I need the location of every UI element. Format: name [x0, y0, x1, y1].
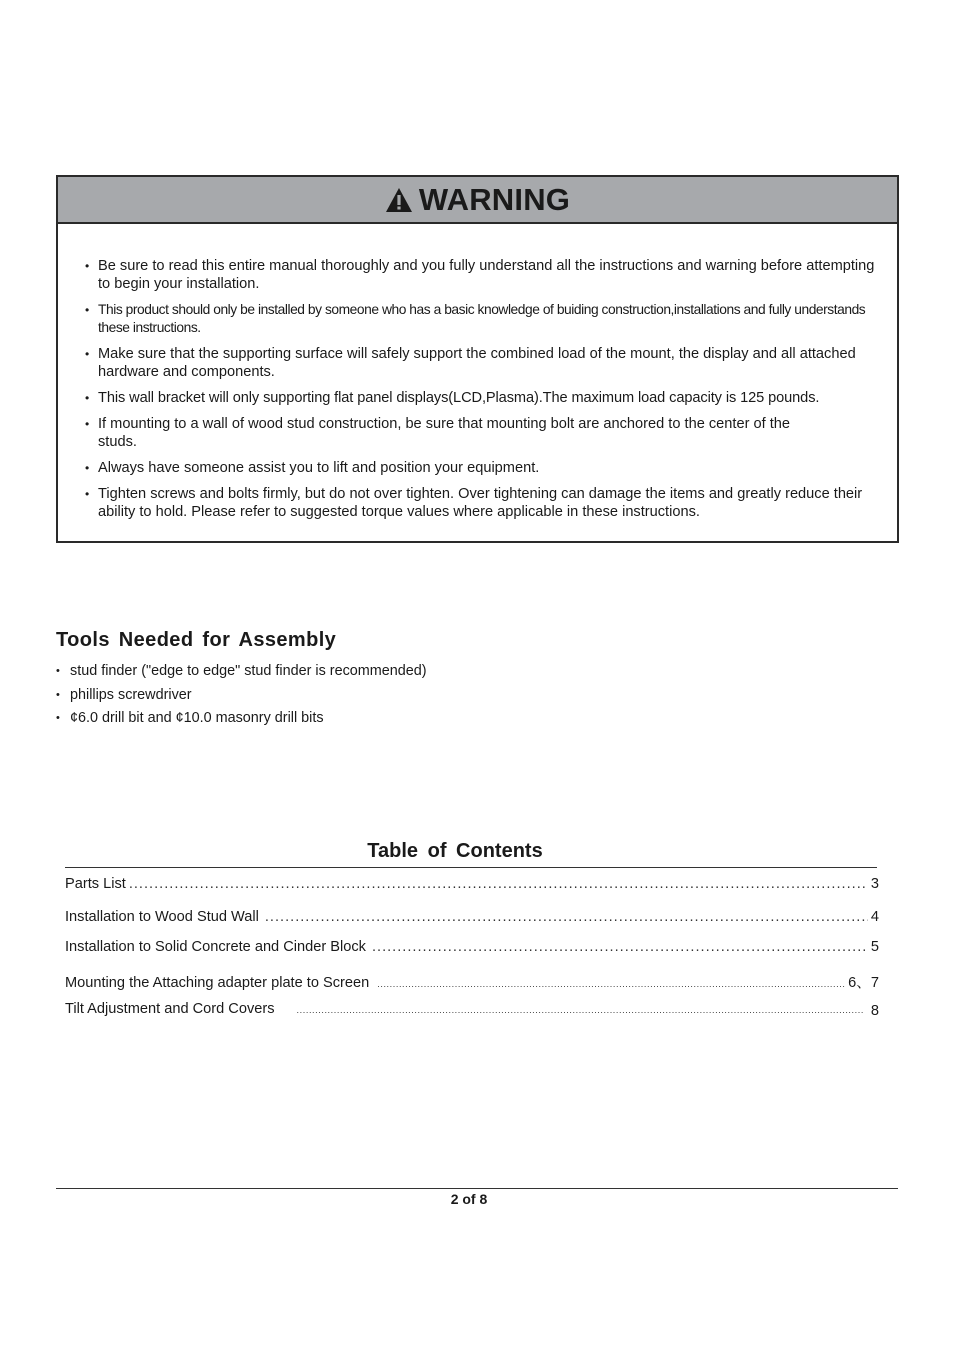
toc-leader-dots	[372, 939, 868, 955]
toc-entry-page: 8	[870, 1003, 879, 1019]
warning-item: • This wall bracket will only supporting flat panel displays(LCD,Plasma).The maximum load capacity is 125 pounds.	[58, 389, 897, 407]
toc-entry-page: 3	[870, 876, 879, 892]
toc-entry-page: 4	[870, 909, 879, 925]
warning-item	[58, 301, 897, 337]
toc-entry-tilt-adjustment[interactable]	[65, 1001, 879, 1017]
warning-item-text: This product should only be installed by someone who has a basic knowledge of buiding construction,installations and fully understands these instructions.	[98, 302, 866, 335]
toc-leader-dots	[297, 1005, 863, 1015]
tools-list	[56, 660, 427, 731]
warning-item: • Be sure to read this entire manual thoroughly and you fully understand all the instructions and warning before attempting to begin your installation.	[58, 257, 897, 293]
toc-entry-page: 6、7	[848, 975, 879, 991]
warning-item: • Make sure that the supporting surface will safely support the combined load of the mount, the display and all attached hardware and components.	[58, 345, 897, 381]
toc-entry-label: Installation to Solid Concrete and Cinder Block	[65, 939, 366, 955]
tools-item: • stud finder ("edge to edge" stud finder is recommended)	[56, 660, 427, 684]
page-number: 2 of 8	[450, 1191, 488, 1207]
toc-entry-page: 5	[870, 939, 879, 955]
toc-entry-label: Parts List	[65, 876, 126, 892]
warning-box	[56, 175, 899, 543]
toc-entry-wood-stud[interactable]	[65, 909, 879, 925]
tools-title: Tools Needed for Assembly	[56, 629, 337, 651]
tools-item: • phillips screwdriver	[56, 684, 427, 708]
toc-entry-adapter-plate[interactable]	[65, 971, 879, 992]
toc-entry-concrete[interactable]	[65, 939, 879, 955]
warning-triangle-icon	[385, 187, 413, 213]
toc-leader-dots	[265, 909, 868, 925]
toc-entry-parts-list[interactable]	[65, 876, 879, 892]
warning-title: WARNING	[418, 181, 571, 217]
warning-item: • If mounting to a wall of wood stud construction, be sure that mounting bolt are anchored to the center of the studs.	[58, 415, 897, 451]
toc-entry-label: Tilt Adjustment and Cord Covers	[65, 1001, 275, 1017]
toc-title: Table of Contents	[367, 840, 543, 862]
warning-item: • Tighten screws and bolts firmly, but do not over tighten. Over tightening can damage the items and greatly reduce their ability to hold. Please refer to suggested torque values where applicable in these instructions.	[58, 485, 897, 521]
tools-item: • ¢6.0 drill bit and ¢10.0 masonry drill bits	[56, 707, 427, 731]
warning-header	[58, 177, 897, 224]
toc-leader-dots	[129, 876, 868, 892]
warning-list	[58, 257, 897, 529]
toc-entry-label: Mounting the Attaching adapter plate to Screen	[65, 975, 370, 991]
footer-divider	[56, 1188, 898, 1189]
toc-leader-dots	[377, 979, 845, 989]
toc-divider	[65, 867, 877, 868]
toc-entry-label: Installation to Wood Stud Wall	[65, 909, 259, 925]
warning-item: • Always have someone assist you to lift and position your equipment.	[58, 459, 897, 477]
